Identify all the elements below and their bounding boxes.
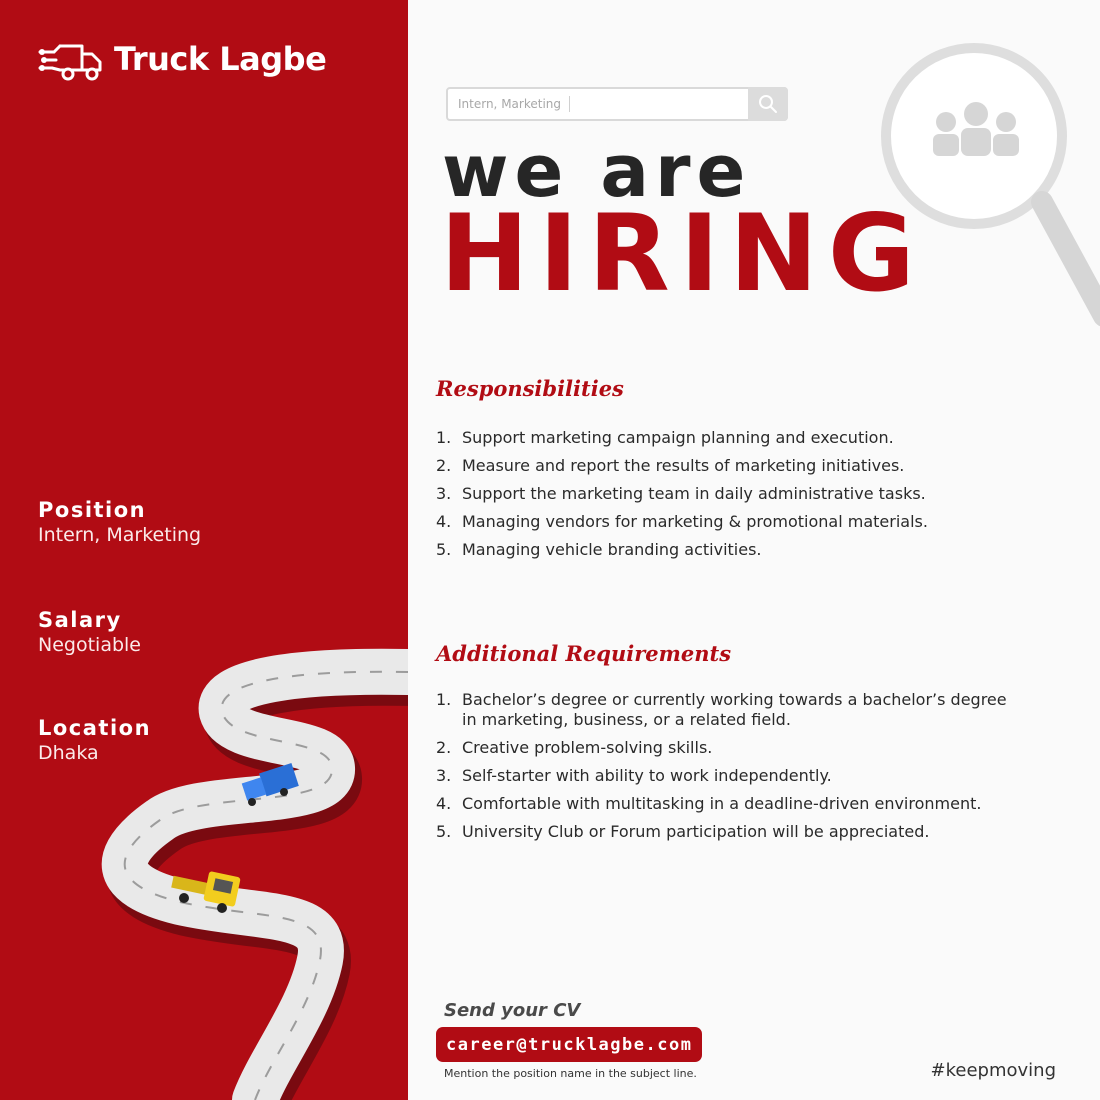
list-number: 1. bbox=[436, 690, 452, 709]
list-item bbox=[436, 428, 1022, 448]
list-text: Support the marketing team in daily administrative tasks. bbox=[462, 484, 926, 503]
list-item bbox=[436, 512, 1022, 532]
list-text: University Club or Forum participation will be appreciated. bbox=[462, 822, 930, 841]
list-item bbox=[436, 766, 1022, 786]
list-number: 1. bbox=[436, 428, 452, 447]
list-number: 4. bbox=[436, 512, 452, 531]
search-bar[interactable] bbox=[446, 87, 788, 121]
requirements-title: Additional Requirements bbox=[436, 641, 732, 666]
salary-label: Salary bbox=[38, 608, 122, 632]
winding-road-illustration bbox=[0, 640, 408, 1100]
list-number: 4. bbox=[436, 794, 452, 813]
position-value: Intern, Marketing bbox=[38, 524, 202, 546]
list-text: Creative problem-solving skills. bbox=[462, 738, 713, 757]
list-item bbox=[436, 540, 1022, 560]
list-text: Managing vehicle branding activities. bbox=[462, 540, 762, 559]
hashtag: #keepmoving bbox=[930, 1060, 1056, 1081]
list-number: 2. bbox=[436, 738, 452, 757]
search-input[interactable]: Intern, Marketing bbox=[448, 96, 570, 112]
left-panel bbox=[0, 0, 408, 1100]
list-number: 5. bbox=[436, 540, 452, 559]
brand-logo[interactable] bbox=[38, 36, 326, 82]
list-text: Comfortable with multitasking in a deadline-driven environment. bbox=[462, 794, 982, 813]
list-text: Bachelor’s degree or currently working towards a bachelor’s degree in marketing, business, or a related field. bbox=[462, 690, 1007, 729]
right-panel bbox=[408, 0, 1100, 1100]
list-item bbox=[436, 456, 1022, 476]
truck-circuit-icon bbox=[38, 36, 106, 82]
location-label: Location bbox=[38, 716, 152, 740]
salary-value: Negotiable bbox=[38, 634, 141, 656]
list-item bbox=[436, 484, 1022, 504]
headline-hiring: HIRING bbox=[440, 192, 925, 315]
list-number: 3. bbox=[436, 766, 452, 785]
list-item bbox=[436, 794, 1022, 814]
responsibilities-list bbox=[436, 428, 1022, 568]
list-text: Measure and report the results of marketing initiatives. bbox=[462, 456, 905, 475]
search-button[interactable] bbox=[748, 87, 788, 121]
search-icon bbox=[758, 94, 778, 114]
list-text: Self-starter with ability to work independently. bbox=[462, 766, 832, 785]
list-number: 3. bbox=[436, 484, 452, 503]
position-info bbox=[38, 497, 201, 547]
location-value: Dhaka bbox=[38, 742, 99, 764]
send-cv-label: Send your CV bbox=[444, 1000, 581, 1021]
list-item bbox=[436, 738, 1022, 758]
headline-we-are: we are bbox=[442, 129, 752, 213]
list-item bbox=[436, 690, 1022, 730]
brand-name: Truck Lagbe bbox=[114, 40, 327, 78]
list-number: 2. bbox=[436, 456, 452, 475]
list-number: 5. bbox=[436, 822, 452, 841]
responsibilities-title: Responsibilities bbox=[436, 376, 624, 401]
list-text: Managing vendors for marketing & promotional materials. bbox=[462, 512, 928, 531]
list-item bbox=[436, 822, 1022, 842]
career-email-link[interactable]: career@trucklagbe.com bbox=[436, 1027, 702, 1062]
list-text: Support marketing campaign planning and execution. bbox=[462, 428, 894, 447]
position-label: Position bbox=[38, 498, 147, 522]
requirements-list bbox=[436, 690, 1022, 850]
subject-line-note: Mention the position name in the subject line. bbox=[444, 1067, 697, 1080]
